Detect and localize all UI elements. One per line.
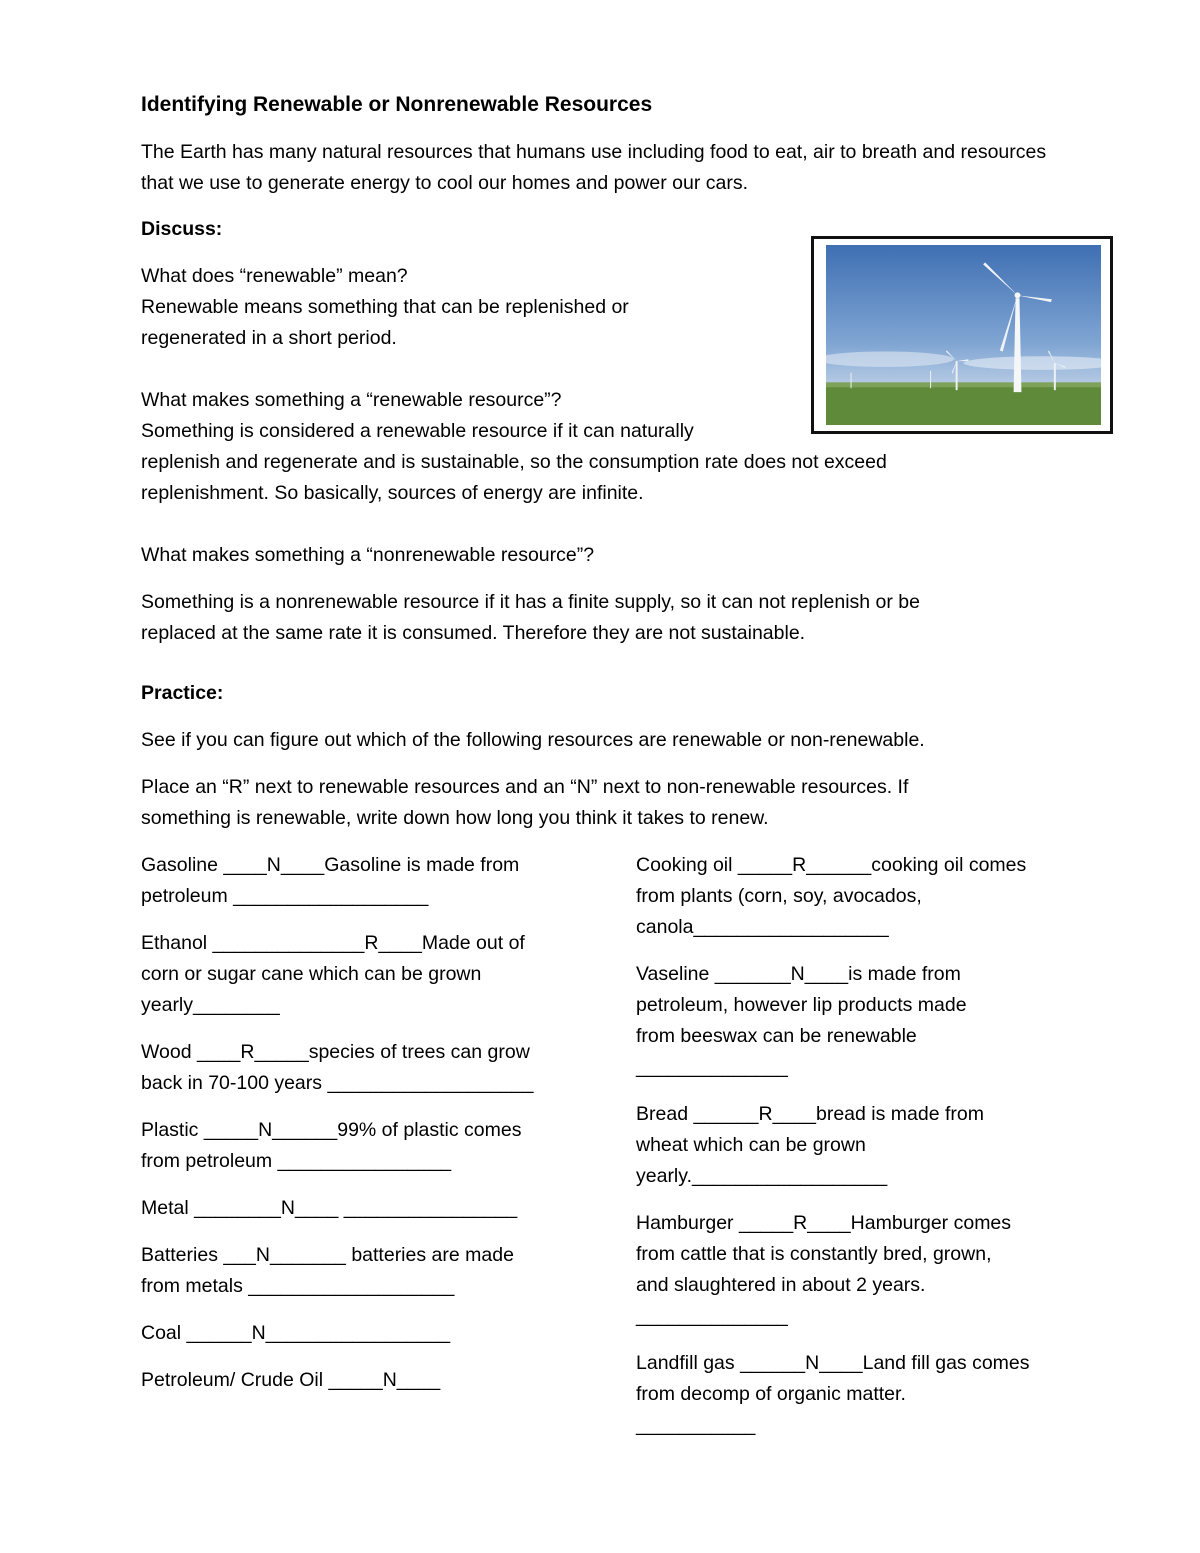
instruction-line: something is renewable, write down how long you think it takes to renew. [141,807,769,829]
item-line: Cooking oil _____R______cooking oil comes [636,854,1027,876]
item-line: from petroleum ________________ [141,1150,452,1172]
item-line: corn or sugar cane which can be grown [141,963,482,985]
left-resource-item [141,1193,571,1224]
practice-instruction-2 [141,772,1076,834]
blank-line [141,665,1076,678]
item-line: Petroleum/ Crude Oil _____N____ [141,1369,441,1391]
left-resource-item [141,1037,571,1099]
answer-line: replaced at the same rate it is consumed. Therefore they are not sustainable. [141,622,806,644]
item-line: petroleum, however lip products made [636,994,967,1016]
item-line: Plastic _____N______99% of plastic comes [141,1119,522,1141]
item-line: wheat which can be grown [636,1134,866,1156]
question-renewable-meaning: What does “renewable” mean? [141,265,408,287]
item-line: Batteries ___N_______ batteries are made [141,1244,514,1266]
item-line: ______________ [636,1056,788,1078]
right-resource-item [636,1208,1076,1332]
page-title: Identifying Renewable or Nonrenewable Resources [141,93,653,116]
instruction-line: Place an “R” next to renewable resources and an “N” next to non-renewable resources. If [141,776,909,798]
wind-turbine-photo-icon [826,245,1101,425]
item-line: ______________ [636,1305,788,1327]
right-resource-item [636,1348,1076,1441]
item-line: from decomp of organic matter. [636,1383,906,1405]
item-line: petroleum __________________ [141,885,429,907]
left-resource-item [141,850,571,912]
answer-line: replenishment. So basically, sources of energy are infinite. [141,482,644,504]
item-line: from cattle that is constantly bred, grown, [636,1243,992,1265]
item-line: yearly.__________________ [636,1165,888,1187]
right-column [636,850,1076,1457]
left-resource-item [141,1240,571,1302]
left-resource-item [141,1365,571,1396]
answer-line: replenish and regenerate and is sustainable, so the consumption rate does not exceed [141,451,887,473]
question-nonrenewable-resource: What makes something a “nonrenewable resource”? [141,544,595,566]
left-resource-item [141,1115,571,1177]
item-line: ___________ [636,1414,756,1436]
item-line: canola__________________ [636,916,889,938]
discuss-heading: Discuss: [141,218,223,240]
item-line: Metal ________N____ ________________ [141,1197,518,1219]
item-line: Landfill gas ______N____Land fill gas comes [636,1352,1030,1374]
nonrenewable-answer [141,587,1076,649]
item-line: Vaseline _______N____is made from [636,963,961,985]
item-line: Ethanol ______________R____Made out of [141,932,525,954]
item-line: from metals ___________________ [141,1275,455,1297]
item-line: and slaughtered in about 2 years. [636,1274,926,1296]
answer-line: Something is considered a renewable resource if it can naturally [141,420,694,442]
right-resource-item [636,959,1076,1083]
answer-line: regenerated in a short period. [141,327,397,349]
question-renewable-resource: What makes something a “renewable resource”? [141,389,562,411]
item-line: Hamburger _____R____Hamburger comes [636,1212,1012,1234]
item-line: Wood ____R_____species of trees can grow [141,1041,530,1063]
left-resource-item [141,928,571,1021]
right-resource-item [636,1099,1076,1192]
left-column [141,850,571,1457]
grass-field [826,382,1101,425]
answer-line: Something is a nonrenewable resource if it has a finite supply, so it can not replenish or be [141,591,921,613]
item-line: back in 70-100 years ___________________ [141,1072,534,1094]
wind-turbine-photo [811,236,1113,434]
item-line: Gasoline ____N____Gasoline is made from [141,854,520,876]
blank-line [141,509,1076,540]
intro-paragraph: The Earth has many natural resources that humans use including food to eat, air to breath and resources that we use to generate energy to cool our homes and power our cars. [141,141,1047,194]
practice-instruction: See if you can figure out which of the following resources are renewable or non-renewable. [141,729,925,751]
practice-columns [141,850,1076,1457]
answer-line: Renewable means something that can be replenished or [141,296,629,318]
item-line: Bread ______R____bread is made from [636,1103,984,1125]
item-line: from plants (corn, soy, avocados, [636,885,922,907]
item-line: Coal ______N_________________ [141,1322,451,1344]
item-line: from beeswax can be renewable [636,1025,917,1047]
left-resource-item [141,1318,571,1349]
practice-heading: Practice: [141,682,224,704]
right-resource-item [636,850,1076,943]
item-line: yearly________ [141,994,280,1016]
